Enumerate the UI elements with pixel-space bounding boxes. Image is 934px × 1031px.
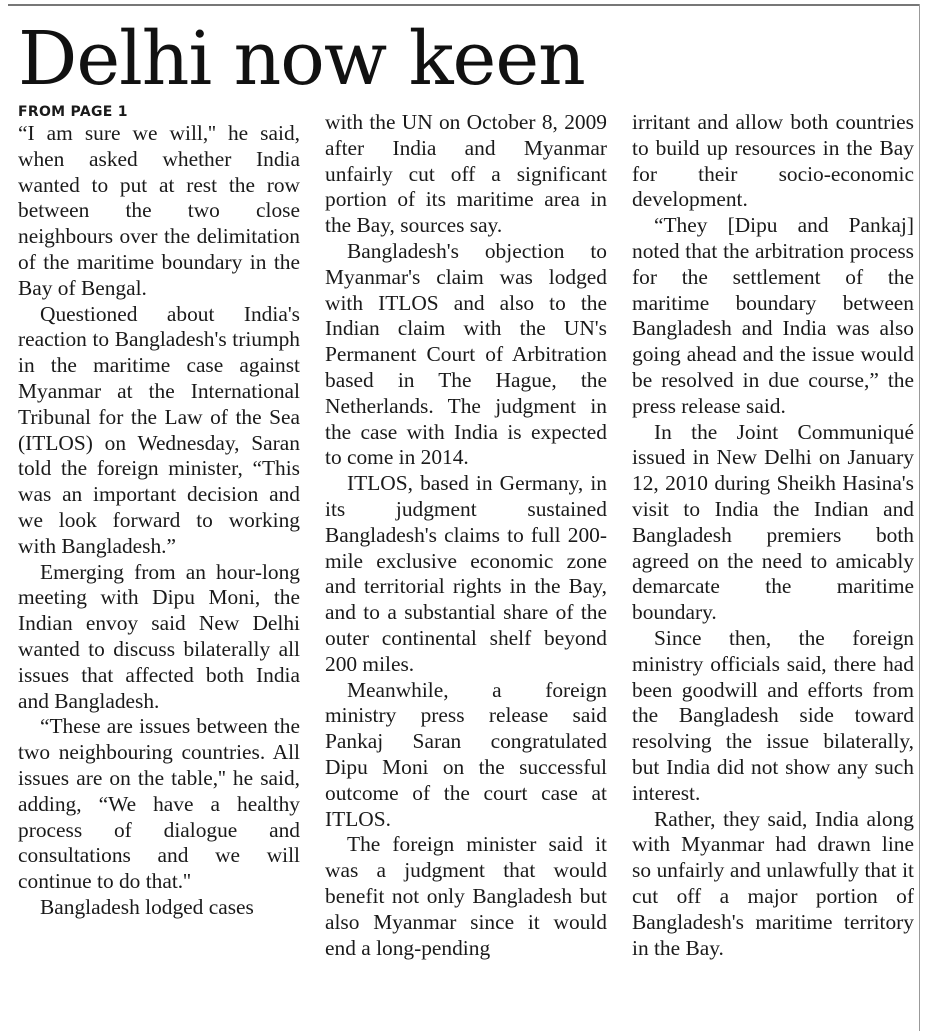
right-column-rule xyxy=(919,4,920,1031)
paragraph: Bangladesh lodged cases xyxy=(40,894,254,919)
continuation-kicker: FROM PAGE 1 xyxy=(18,104,128,120)
paragraph: Questioned about India's reaction to Bangladesh's triumph in the maritime case against Myanmar at the International Tribunal for the Law of the Sea (ITLOS) on Wednesday, Saran told the foreign minister, “This was an important decision and we look forward to working with Bangladesh.” xyxy=(18,301,300,558)
paragraph: Meanwhile, a foreign ministry press release said Pankaj Saran congratulated Dipu Moni on the successful outcome of the court case at ITLOS. xyxy=(325,677,607,831)
paragraph: Since then, the foreign ministry officials said, there had been goodwill and efforts from the Bangladesh side toward resolving the issue bilaterally, but India did not show any such interest. xyxy=(632,625,914,805)
article-column-2 xyxy=(325,110,607,961)
paragraph: ITLOS, based in Germany, in its judgment sustained Bangladesh's claims to full 200-mile exclusive economic zone and territorial rights in the Bay, and to a substantial share of the outer continental shelf beyond 200 miles. xyxy=(325,471,607,676)
paragraph: Bangladesh's objection to Myanmar's claim was lodged with ITLOS and also to the Indian claim with the UN's Permanent Court of Arbitration based in The Hague, the Netherlands. The judgment in the case with India is expected to come in 2014. xyxy=(325,238,607,470)
article-column-1 xyxy=(18,104,300,921)
paragraph: In the Joint Communiqué issued in New Delhi on January 12, 2010 during Sheikh Hasina's visit to India the Indian and Bangladesh premiers both agreed on the need to amicably demarcate the maritime boundary. xyxy=(632,419,914,625)
article-column-3 xyxy=(632,110,914,961)
paragraph: “These are issues between the two neighbouring countries. All issues are on the table,'' he said, adding, “We have a healthy process of dialogue and consultations and we will continue to do that.'' xyxy=(18,714,300,894)
paragraph: “They [Dipu and Pankaj] noted that the arbitration process for the settlement of the maritime boundary between Bangladesh and India was also going ahead and the issue would be resolved in due course,” the press release said. xyxy=(632,213,914,418)
paragraph: Emerging from an hour-long meeting with Dipu Moni, the Indian envoy said New Delhi wanted to discuss bilaterally all issues that affected both India and Bangladesh. xyxy=(18,559,300,713)
paragraph: “I am sure we will,'' he said, when asked whether India wanted to put at rest the row between the two close neighbours over the delimitation of the maritime boundary in the Bay of Bengal. xyxy=(18,121,300,300)
paragraph: The foreign minister said it was a judgment that would benefit not only Bangladesh but also Myanmar since it would end a long-pending xyxy=(325,832,607,960)
paragraph: irritant and allow both countries to build up resources in the Bay for their socio-economic development. xyxy=(632,110,914,212)
paragraph: with the UN on October 8, 2009 after India and Myanmar unfairly cut off a significant portion of its maritime area in the Bay, sources say. xyxy=(325,110,607,238)
top-rule xyxy=(8,4,920,6)
paragraph: Rather, they said, India along with Myanmar had drawn line so unfairly and unlawfully that it cut off a major portion of Bangladesh's maritime territory in the Bay. xyxy=(632,806,914,960)
article-headline: Delhi now keen xyxy=(18,16,585,102)
